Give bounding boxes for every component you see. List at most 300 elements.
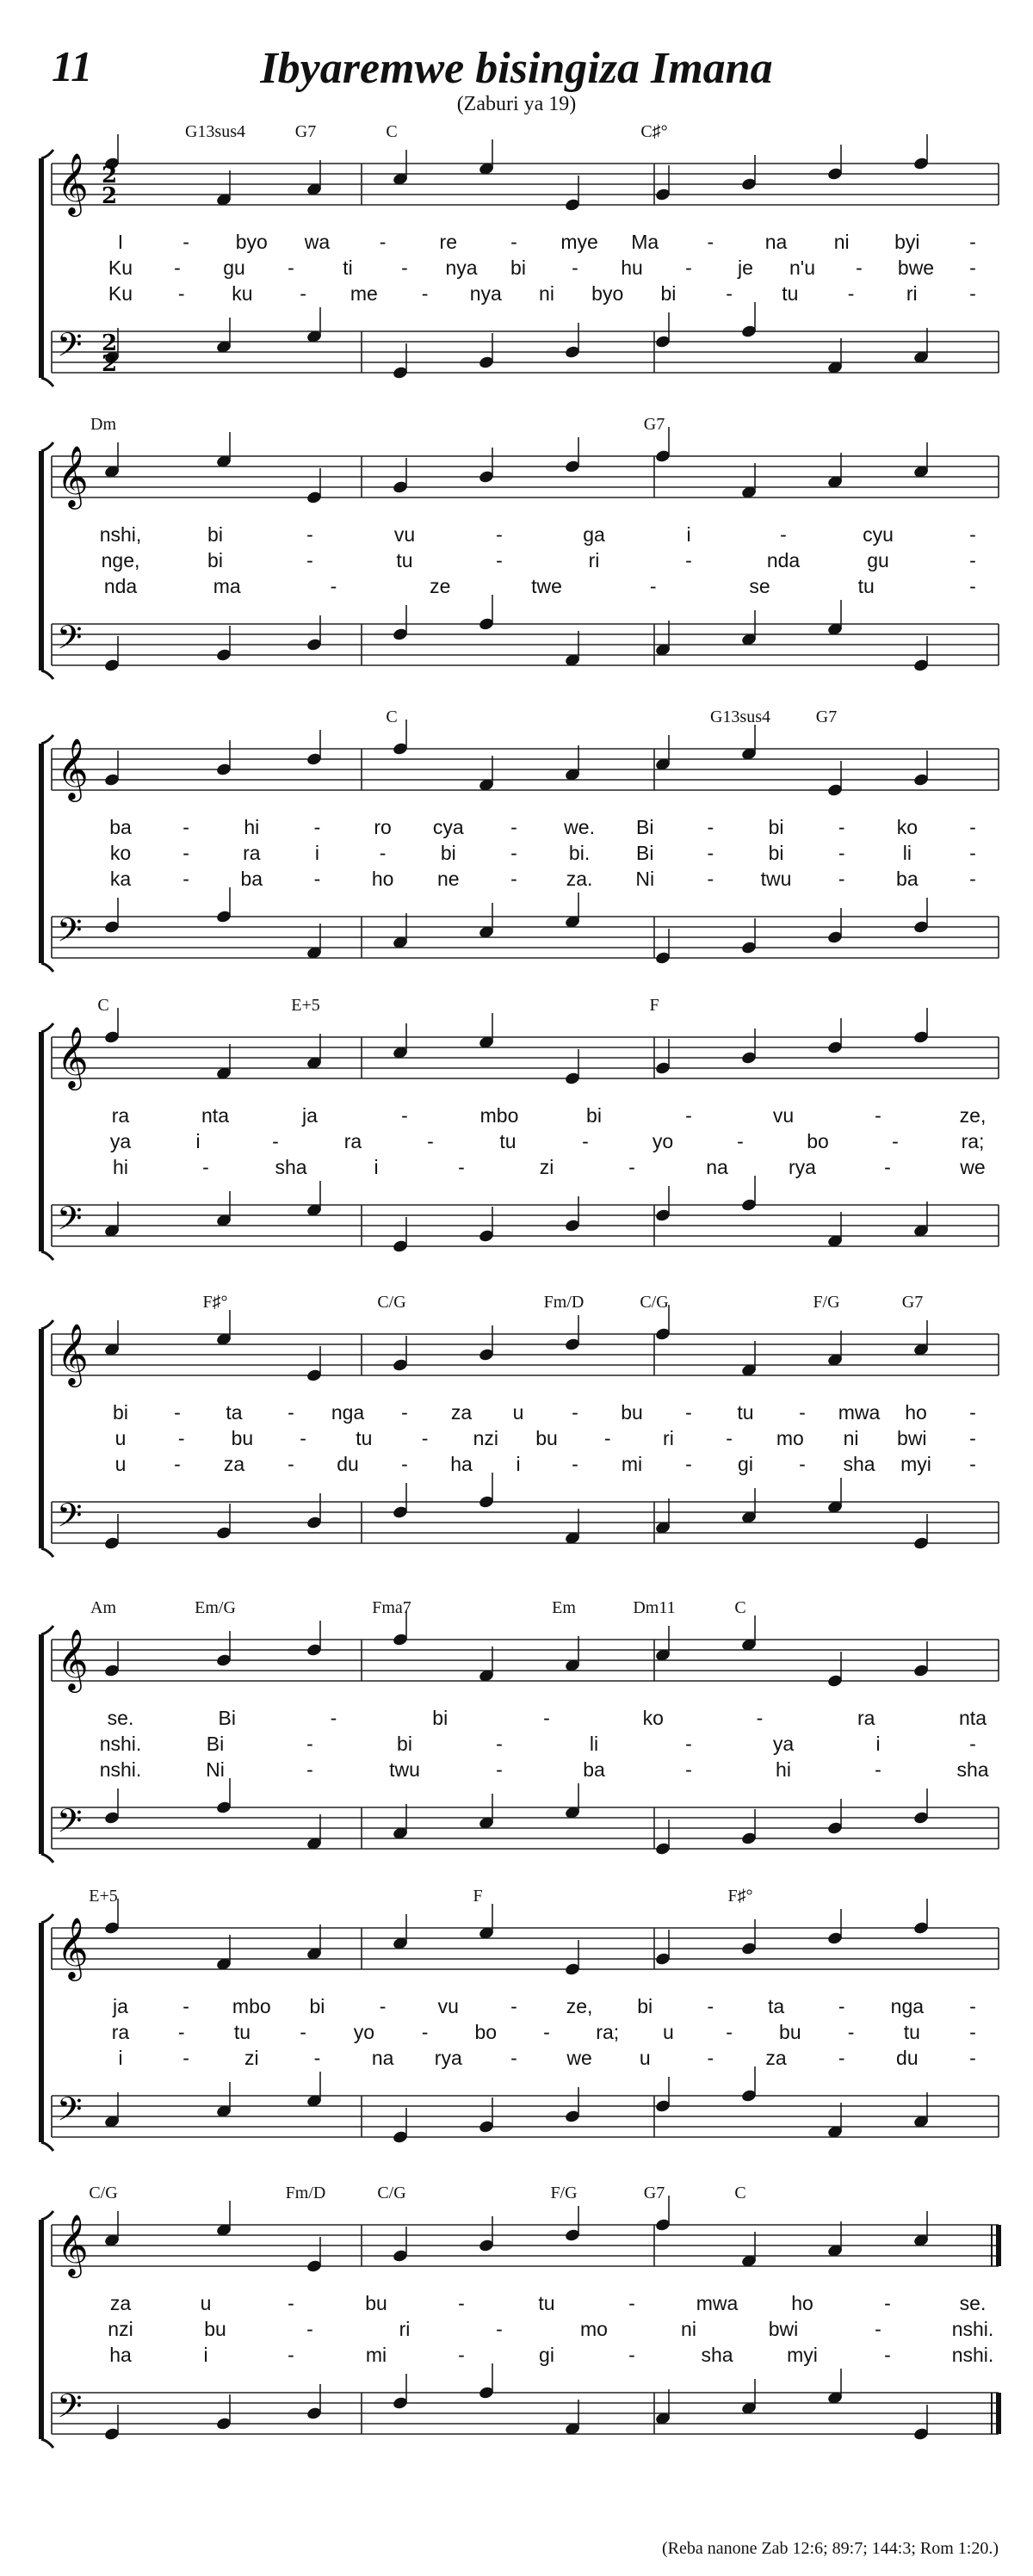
lyric-syllable: u (200, 2292, 212, 2314)
lyric-syllable: - (182, 231, 189, 253)
lyric-syllable: bo (474, 2021, 498, 2043)
svg-text:𝄞: 𝄞 (57, 1025, 89, 1088)
lyric-syllable: nya (469, 282, 502, 305)
lyric-syllable: mwa (838, 1401, 881, 1424)
lyric-syllable: - (875, 2318, 881, 2340)
lyric-syllable: - (182, 842, 189, 864)
lyric-syllable: twu (389, 1758, 420, 1781)
lyric-syllable: ha (109, 2344, 132, 2366)
lyric-syllable: ko (642, 1707, 664, 1729)
svg-text:𝄢: 𝄢 (57, 911, 83, 957)
lyric-syllable: - (182, 816, 189, 838)
lyric-syllable: nta (959, 1707, 987, 1729)
lyric-syllable: Ku (108, 256, 133, 279)
lyric-syllable: tu (903, 2021, 920, 2043)
lyric-syllable: - (838, 2047, 845, 2069)
lyric-syllable: ti (343, 256, 353, 279)
lyric-syllable: - (543, 1707, 550, 1729)
lyric-line-verse-2 (0, 1733, 1033, 1755)
lyric-syllable: - (306, 1758, 313, 1781)
lyric-syllable: ra; (961, 1130, 985, 1152)
lyric-syllable: byo (591, 282, 624, 305)
lyric-line-verse-1 (0, 1104, 1033, 1127)
lyric-syllable: du (896, 2047, 919, 2069)
lyric-syllable: - (572, 256, 578, 279)
lyric-syllable: sha (701, 2344, 733, 2366)
lyric-syllable: ni (833, 231, 850, 253)
lyric-line-verse-1 (0, 1995, 1033, 2017)
lyric-syllable: - (726, 2021, 733, 2043)
lyric-syllable: - (496, 523, 503, 546)
lyric-syllable: I (117, 231, 124, 253)
lyric-syllable: - (969, 231, 976, 253)
lyric-syllable: - (306, 549, 313, 571)
lyric-syllable: hi (244, 816, 260, 838)
lyric-syllable: - (288, 1453, 294, 1475)
lyric-line-verse-1 (0, 523, 1033, 546)
lyric-line-verse-3 (0, 1156, 1033, 1178)
lyric-line-verse-3 (0, 282, 1033, 305)
chord-symbol: G7 (643, 415, 665, 434)
lyric-syllable: - (288, 1401, 294, 1424)
lyric-syllable: bu (779, 2021, 801, 2043)
lyric-syllable: bu (365, 2292, 387, 2314)
lyric-syllable: nda (103, 575, 138, 597)
lyric-syllable: u (663, 2021, 674, 2043)
lyric-syllable: - (707, 816, 714, 838)
lyric-syllable: na (706, 1156, 728, 1178)
lyric-syllable: myi (787, 2344, 818, 2366)
lyric-syllable: - (799, 1453, 806, 1475)
lyric-syllable: - (685, 1758, 692, 1781)
lyric-syllable: - (313, 2047, 321, 2069)
lyric-syllable: ra (243, 842, 261, 864)
lyric-syllable: nzi (108, 2318, 133, 2340)
lyric-syllable: - (510, 868, 517, 890)
lyric-syllable: - (306, 523, 313, 546)
lyric-syllable: ne (436, 868, 460, 890)
lyric-syllable: ri (399, 2318, 411, 2340)
svg-text:𝄢: 𝄢 (57, 618, 83, 664)
lyric-syllable: - (838, 816, 845, 838)
lyric-syllable: yo (353, 2021, 374, 2043)
lyric-syllable: - (379, 842, 387, 864)
lyric-syllable: bi (637, 1995, 653, 2017)
lyric-syllable: - (330, 1707, 337, 1729)
lyric-syllable: na (371, 2047, 394, 2069)
lyric-syllable: - (177, 2021, 185, 2043)
lyric-syllable: nga (331, 1401, 365, 1424)
lyric-syllable: n'u (789, 256, 815, 279)
lyric-syllable: - (969, 1453, 976, 1475)
lyric-syllable: - (707, 231, 714, 253)
chord-symbol: F♯° (202, 1293, 228, 1312)
lyric-syllable: byi (894, 231, 920, 253)
lyric-syllable: - (306, 1733, 313, 1755)
lyric-syllable: - (649, 575, 657, 597)
lyric-syllable: bi (207, 549, 223, 571)
lyric-syllable: bo (807, 1130, 829, 1152)
lyric-syllable: cyu (863, 523, 894, 546)
lyric-syllable: - (603, 1427, 611, 1449)
lyric-syllable: - (707, 842, 714, 864)
chord-symbol: C (97, 996, 109, 1015)
lyric-syllable: - (496, 2318, 503, 2340)
lyric-syllable: - (847, 282, 855, 305)
lyric-syllable: ka (109, 868, 132, 890)
lyric-syllable: bi (660, 282, 677, 305)
lyric-syllable: bi (207, 523, 223, 546)
svg-text:𝄢: 𝄢 (57, 1199, 83, 1245)
lyric-syllable: ho (905, 1401, 927, 1424)
lyric-syllable: - (685, 1733, 692, 1755)
lyric-syllable: bwe (897, 256, 935, 279)
lyric-line-verse-3 (0, 2344, 1033, 2366)
lyric-syllable: - (838, 842, 845, 864)
system-5 (0, 1293, 1033, 1575)
lyric-syllable: ya (109, 1130, 132, 1152)
lyric-syllable: - (726, 282, 733, 305)
chord-symbol: C (734, 1598, 746, 1617)
lyric-syllable: zi (244, 2047, 259, 2069)
lyric-syllable: tu (538, 2292, 555, 2314)
lyric-syllable: twe (531, 575, 562, 597)
lyric-syllable: bwi (768, 2318, 799, 2340)
lyric-syllable: ha (450, 1453, 473, 1475)
chord-symbol: C/G (640, 1293, 669, 1312)
lyric-syllable: - (300, 2021, 306, 2043)
lyric-syllable: ho (791, 2292, 813, 2314)
svg-text:𝄢: 𝄢 (57, 325, 83, 372)
lyric-syllable: ra (111, 2021, 130, 2043)
lyric-syllable: za (765, 2047, 787, 2069)
lyric-syllable: bi (440, 842, 456, 864)
chord-symbol: E+5 (291, 996, 320, 1015)
lyric-syllable: - (707, 1995, 714, 2017)
lyric-syllable: - (543, 2021, 550, 2043)
lyric-syllable: - (875, 1104, 881, 1127)
lyric-syllable: - (401, 1104, 408, 1127)
lyric-syllable: - (685, 1104, 692, 1127)
lyric-syllable: mwa (696, 2292, 739, 2314)
lyric-syllable: za (223, 1453, 245, 1475)
lyric-syllable: nshi. (951, 2318, 994, 2340)
lyric-syllable: ta (226, 1401, 243, 1424)
hymn-number: 11 (52, 42, 93, 90)
lyric-syllable: du (337, 1453, 359, 1475)
lyric-line-verse-2 (0, 842, 1033, 864)
lyric-syllable: bi. (568, 842, 591, 864)
lyric-syllable: bu (621, 1401, 643, 1424)
lyric-syllable: ra (343, 1130, 362, 1152)
time-signature-top: 2 (102, 163, 118, 188)
lyric-syllable: ze, (959, 1104, 987, 1127)
svg-text:𝄞: 𝄞 (57, 444, 89, 507)
lyric-syllable: ku (232, 282, 253, 305)
lyric-syllable: ni (681, 2318, 696, 2340)
lyric-syllable: - (288, 256, 294, 279)
lyric-syllable: sha (843, 1453, 875, 1475)
lyric-syllable: - (780, 523, 787, 546)
lyric-syllable: - (401, 1453, 408, 1475)
lyric-syllable: - (379, 1995, 387, 2017)
system-6 (0, 1598, 1033, 1881)
lyric-line-verse-2 (0, 549, 1033, 571)
lyric-syllable: rya (434, 2047, 462, 2069)
lyric-syllable: - (458, 2344, 465, 2366)
lyric-syllable: i (203, 2344, 208, 2366)
system-3 (0, 707, 1033, 990)
lyric-syllable: tu (396, 549, 413, 571)
lyric-syllable: - (202, 1156, 209, 1178)
lyric-syllable: bi (113, 1401, 128, 1424)
svg-text:𝄢: 𝄢 (57, 1496, 83, 1542)
chord-symbol: Em/G (195, 1598, 236, 1617)
lyric-syllable: i (875, 1733, 881, 1755)
chord-symbol: E+5 (89, 1887, 118, 1906)
lyric-syllable: - (737, 1130, 744, 1152)
lyric-syllable: nda (766, 549, 801, 571)
chord-symbol: G7 (901, 1293, 924, 1312)
lyric-syllable: je (738, 256, 753, 279)
lyric-syllable: - (969, 1401, 976, 1424)
lyric-syllable: - (969, 868, 976, 890)
lyric-syllable: rya (789, 1156, 816, 1178)
chord-symbol: C (386, 707, 398, 726)
lyric-syllable: Ku (108, 282, 133, 305)
lyric-syllable: mbo (232, 1995, 271, 2017)
lyric-syllable: ri (588, 549, 600, 571)
chord-symbol: Em (552, 1598, 576, 1617)
lyric-syllable: nga (890, 1995, 925, 2017)
lyric-syllable: za. (566, 868, 593, 890)
lyric-syllable: Ni (635, 868, 655, 890)
lyric-syllable: ba (896, 868, 919, 890)
chord-symbol: C (734, 2184, 746, 2202)
lyric-syllable: bu (535, 1427, 558, 1449)
lyric-syllable: na (764, 231, 788, 253)
lyric-syllable: ze (430, 575, 451, 597)
svg-text:𝄢: 𝄢 (57, 2387, 83, 2433)
lyric-syllable: mbo (479, 1104, 519, 1127)
lyric-syllable: - (421, 2021, 429, 2043)
lyric-syllable: - (969, 1427, 976, 1449)
svg-text:𝄞: 𝄞 (57, 1916, 89, 1979)
lyric-syllable: - (756, 1707, 764, 1729)
lyric-syllable: - (707, 868, 714, 890)
chord-symbol: G7 (643, 2184, 665, 2202)
time-signature-top: 2 (102, 330, 118, 356)
lyric-syllable: - (288, 2344, 294, 2366)
lyric-syllable: we. (564, 816, 595, 838)
lyric-syllable: - (969, 256, 976, 279)
chord-symbol: C♯° (640, 122, 668, 141)
lyric-syllable: - (799, 1401, 806, 1424)
lyric-syllable: - (726, 1427, 733, 1449)
lyric-syllable: - (496, 1758, 503, 1781)
lyric-syllable: mi (365, 2344, 387, 2366)
lyric-syllable: nya (445, 256, 478, 279)
svg-text:𝄢: 𝄢 (57, 1801, 83, 1848)
hymn-subtitle: (Zaburi ya 19) (456, 93, 577, 115)
lyric-syllable: ko (896, 816, 918, 838)
lyric-line-verse-3 (0, 2047, 1033, 2069)
lyric-syllable: bwi (897, 1427, 927, 1449)
lyric-syllable: - (510, 816, 517, 838)
lyric-syllable: mo (580, 2318, 608, 2340)
lyric-syllable: se. (107, 1707, 134, 1729)
chord-symbol: Fm/D (543, 1293, 585, 1312)
lyric-line-verse-1 (0, 2292, 1033, 2314)
lyric-syllable: i (195, 1130, 201, 1152)
lyric-syllable: - (496, 1733, 503, 1755)
lyric-syllable: myi (900, 1453, 931, 1475)
lyric-syllable: bu (231, 1427, 254, 1449)
lyric-syllable: - (427, 1130, 434, 1152)
lyric-syllable: bi (768, 816, 784, 838)
chord-symbol: Fm/D (285, 2184, 326, 2202)
lyric-syllable: - (306, 2318, 313, 2340)
lyric-syllable: nshi. (951, 2344, 994, 2366)
lyric-syllable: bi (586, 1104, 602, 1127)
lyric-syllable: - (330, 575, 337, 597)
lyric-syllable: vu (437, 1995, 459, 2017)
chord-symbol: G7 (294, 122, 317, 141)
lyric-syllable: gi (539, 2344, 554, 2366)
lyric-syllable: ja (113, 1995, 128, 2017)
lyric-syllable: nzi (473, 1427, 498, 1449)
lyric-syllable: tu (356, 1427, 373, 1449)
lyric-syllable: gi (738, 1453, 753, 1475)
lyric-syllable: - (421, 282, 429, 305)
lyric-syllable: - (884, 2292, 891, 2314)
lyric-syllable: - (572, 1401, 578, 1424)
lyric-syllable: - (969, 549, 976, 571)
lyric-syllable: re (439, 231, 457, 253)
lyric-syllable: - (182, 1995, 189, 2017)
lyric-syllable: mi (621, 1453, 643, 1475)
lyric-syllable: tu (857, 575, 875, 597)
lyric-syllable: - (177, 282, 185, 305)
lyric-syllable: - (856, 256, 863, 279)
lyric-syllable: u (639, 2047, 651, 2069)
system-2 (0, 415, 1033, 697)
lyric-syllable: i (118, 2047, 123, 2069)
hymn-title: Ibyaremwe bisingiza Imana (260, 44, 773, 93)
lyric-syllable: - (177, 1427, 185, 1449)
chord-symbol: F (473, 1887, 483, 1906)
lyric-line-verse-2 (0, 1427, 1033, 1449)
chord-symbol: Dm (90, 415, 116, 434)
lyric-syllable: gu (867, 549, 889, 571)
lyric-syllable: ri (663, 1427, 674, 1449)
lyric-syllable: bi (510, 256, 526, 279)
lyric-syllable: ra; (596, 2021, 620, 2043)
svg-text:𝄞: 𝄞 (57, 1322, 89, 1385)
lyric-syllable: i (686, 523, 691, 546)
lyric-syllable: ze, (566, 1995, 593, 2017)
chord-symbol: C/G (89, 2184, 118, 2202)
lyric-syllable: - (875, 1758, 881, 1781)
system-1 (0, 122, 1033, 405)
lyric-syllable: mo (776, 1427, 804, 1449)
lyric-syllable: cya (432, 816, 464, 838)
lyric-syllable: li (902, 842, 912, 864)
lyric-syllable: i (374, 1156, 379, 1178)
chord-symbol: C (386, 122, 398, 141)
lyric-syllable: bi (768, 842, 784, 864)
chord-symbol: F/G (550, 2184, 578, 2202)
lyric-line-verse-1 (0, 1707, 1033, 1729)
lyric-syllable: u (512, 1401, 524, 1424)
lyric-syllable: twu (760, 868, 792, 890)
lyric-syllable: - (969, 842, 976, 864)
lyric-syllable: byo (235, 231, 268, 253)
lyric-syllable: me (349, 282, 378, 305)
lyric-syllable: bi (309, 1995, 325, 2017)
chord-symbol: F/G (813, 1293, 840, 1312)
lyric-syllable: - (379, 231, 387, 253)
lyric-line-verse-3 (0, 1758, 1033, 1781)
lyric-syllable: Bi (635, 842, 654, 864)
chord-symbol: G13sus4 (184, 122, 246, 141)
lyric-syllable: hi (776, 1758, 791, 1781)
lyric-syllable: bi (432, 1707, 448, 1729)
lyric-line-verse-3 (0, 868, 1033, 890)
lyric-syllable: u (114, 1453, 127, 1475)
lyric-syllable: - (685, 549, 692, 571)
lyric-syllable: gu (223, 256, 245, 279)
system-4 (0, 996, 1033, 1278)
lyric-syllable: - (969, 816, 976, 838)
lyric-syllable: - (847, 2021, 855, 2043)
lyric-syllable: Bi (206, 1733, 225, 1755)
lyric-syllable: se (749, 575, 770, 597)
lyric-syllable: ni (843, 1427, 859, 1449)
lyric-syllable: nshi. (99, 1758, 142, 1781)
lyric-syllable: we (566, 2047, 592, 2069)
lyric-syllable: zi (539, 1156, 554, 1178)
lyric-syllable: - (300, 1427, 306, 1449)
lyric-syllable: - (707, 2047, 714, 2069)
lyric-syllable: Bi (218, 1707, 236, 1729)
lyric-syllable: tu (499, 1130, 516, 1152)
lyric-syllable: bi (397, 1733, 412, 1755)
lyric-syllable: - (510, 2047, 517, 2069)
lyric-line-verse-2 (0, 2318, 1033, 2340)
lyric-syllable: nshi, (99, 523, 142, 546)
lyric-syllable: - (969, 2047, 976, 2069)
lyric-syllable: - (174, 1401, 181, 1424)
lyric-syllable: - (510, 231, 517, 253)
lyric-syllable: nshi. (99, 1733, 142, 1755)
lyric-syllable: ga (583, 523, 605, 546)
lyric-line-verse-1 (0, 1401, 1033, 1424)
lyric-syllable: ma (213, 575, 241, 597)
chord-symbol: Dm11 (633, 1598, 676, 1617)
lyric-syllable: - (628, 2344, 635, 2366)
lyric-line-verse-2 (0, 2021, 1033, 2043)
chord-symbol: F♯° (727, 1887, 753, 1906)
lyric-syllable: hi (113, 1156, 128, 1178)
lyric-syllable: - (884, 2344, 891, 2366)
lyric-syllable: - (174, 256, 181, 279)
chord-symbol: Am (90, 1598, 116, 1617)
lyric-syllable: - (969, 2021, 976, 2043)
lyric-syllable: li (589, 1733, 599, 1755)
lyric-syllable: ra (111, 1104, 130, 1127)
lyric-syllable: - (421, 1427, 429, 1449)
